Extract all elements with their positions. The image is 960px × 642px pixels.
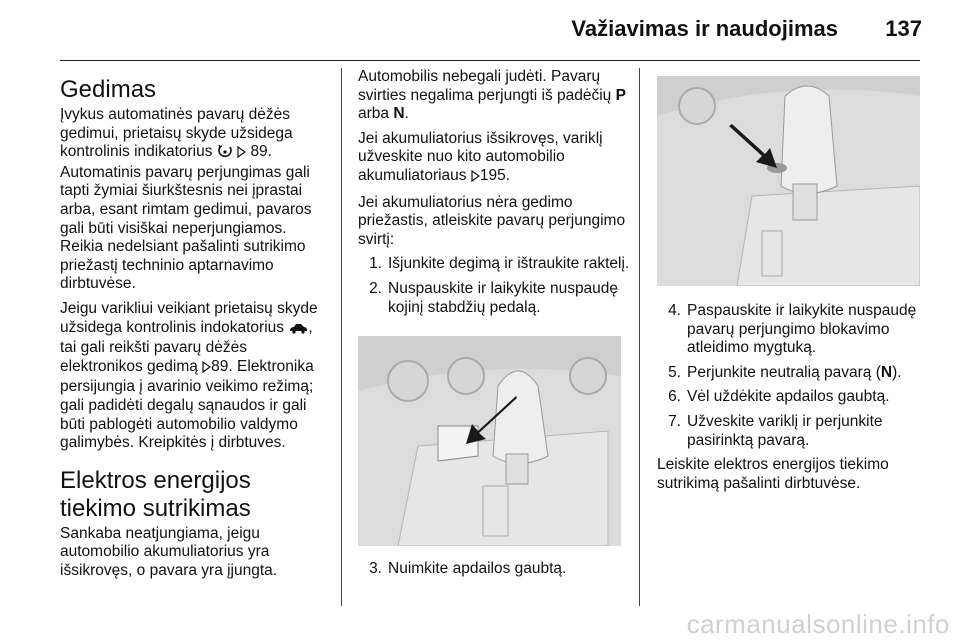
column-divider-1	[341, 68, 342, 606]
paragraph-cannot-move: Automobilis nebegali judėti. Pavarų svirties negalima perjungti iš padėčių P arba N.	[358, 68, 626, 123]
column-2-bottom	[358, 560, 630, 585]
figure-release-button	[657, 76, 920, 286]
page-reference-icon	[471, 169, 480, 188]
watermark: carmanualsonline.info	[686, 609, 950, 639]
header-rule	[60, 60, 920, 61]
step-1: 1. Išjunkite degimą ir ištraukite raktelį.	[369, 255, 630, 273]
paragraph-release-lever: Jei akumuliatorius nėra gedimo priežastis, atleiskite pavarų perjungimo svirtį:	[358, 193, 626, 248]
paragraph-jump-start: Jei akumuliatorius išsikrovęs, variklį užveskite nuo kito automobilio akumuliatoriaus 195.	[358, 130, 630, 188]
header-title: Važiavimas ir naudojimas	[571, 16, 838, 41]
step-5: 5. Perjunkite neutralią pavarą (N).	[668, 363, 902, 381]
step-4: 4. Paspauskite ir laikykite nuspaudę pavarų perjungimo blokavimo atleidimo mygtuką.	[668, 302, 917, 357]
paragraph-power-failure: Sankaba neatjungiama, jeigu automobilio akumuliatorius yra išsikrovęs, o pavara yra įjungta.	[60, 524, 278, 579]
paragraph-failure-2: Jeigu varikliui veikiant prietaisų skyde užsidega kontrolinis indokatorius , tai gali reikšti pavarų dėžės elektronikos gedimą 89. Elektronika persijungia į avarinio veikimo režimą; gali padidėti degalų sąnaudos ir gali būti pablogėti automobilio valdymo galimybės. Kreipkitės į dirbtuves.	[60, 299, 318, 452]
page-reference-icon	[237, 145, 246, 164]
car-warning-icon	[288, 321, 308, 340]
column-divider-2	[639, 68, 640, 606]
figure-remove-cover	[358, 336, 621, 546]
gear-warning-icon	[217, 144, 233, 164]
column-2	[358, 68, 630, 323]
column-1	[60, 76, 328, 586]
step-3: 3. Nuimkite apdailos gaubtą.	[369, 560, 567, 577]
step-6: 6. Vėl uždėkite apdailos gaubtą.	[668, 388, 890, 406]
page-header	[0, 14, 922, 50]
step-2: 2. Nuspauskite ir laikykite nuspaudę kojinį stabdžių pedalą.	[369, 279, 619, 316]
step-7: 7. Užveskite variklį ir perjunkite pasirinktą pavarą.	[668, 412, 883, 449]
heading-failure: Gedimas	[60, 76, 157, 103]
column-3	[657, 302, 927, 499]
paragraph-failure-1: Įvykus automatinės pavarų dėžės gedimui, prietaisų skyde užsidega kontrolinis indikatorius 89. Automatinis pavarų perjungimas gali tapti žymiai šiurkštesnis nei įprastai arba, esant rimtam gedimui, pavaros gali būti visiškai neperjungiamos. Reikia nedelsiant pašalinti sutrikimo priežastį techninio aptarnavimo dirbtuvėse.	[60, 106, 312, 293]
heading-power-failure: Elektros energijos tiekimo sutrikimas	[60, 466, 251, 522]
page-reference-icon	[202, 360, 211, 379]
paragraph-workshop: Leiskite elektros energijos tiekimo sutrikimą pašalinti dirbtuvėse.	[657, 456, 889, 492]
page-number: 137	[885, 16, 922, 41]
